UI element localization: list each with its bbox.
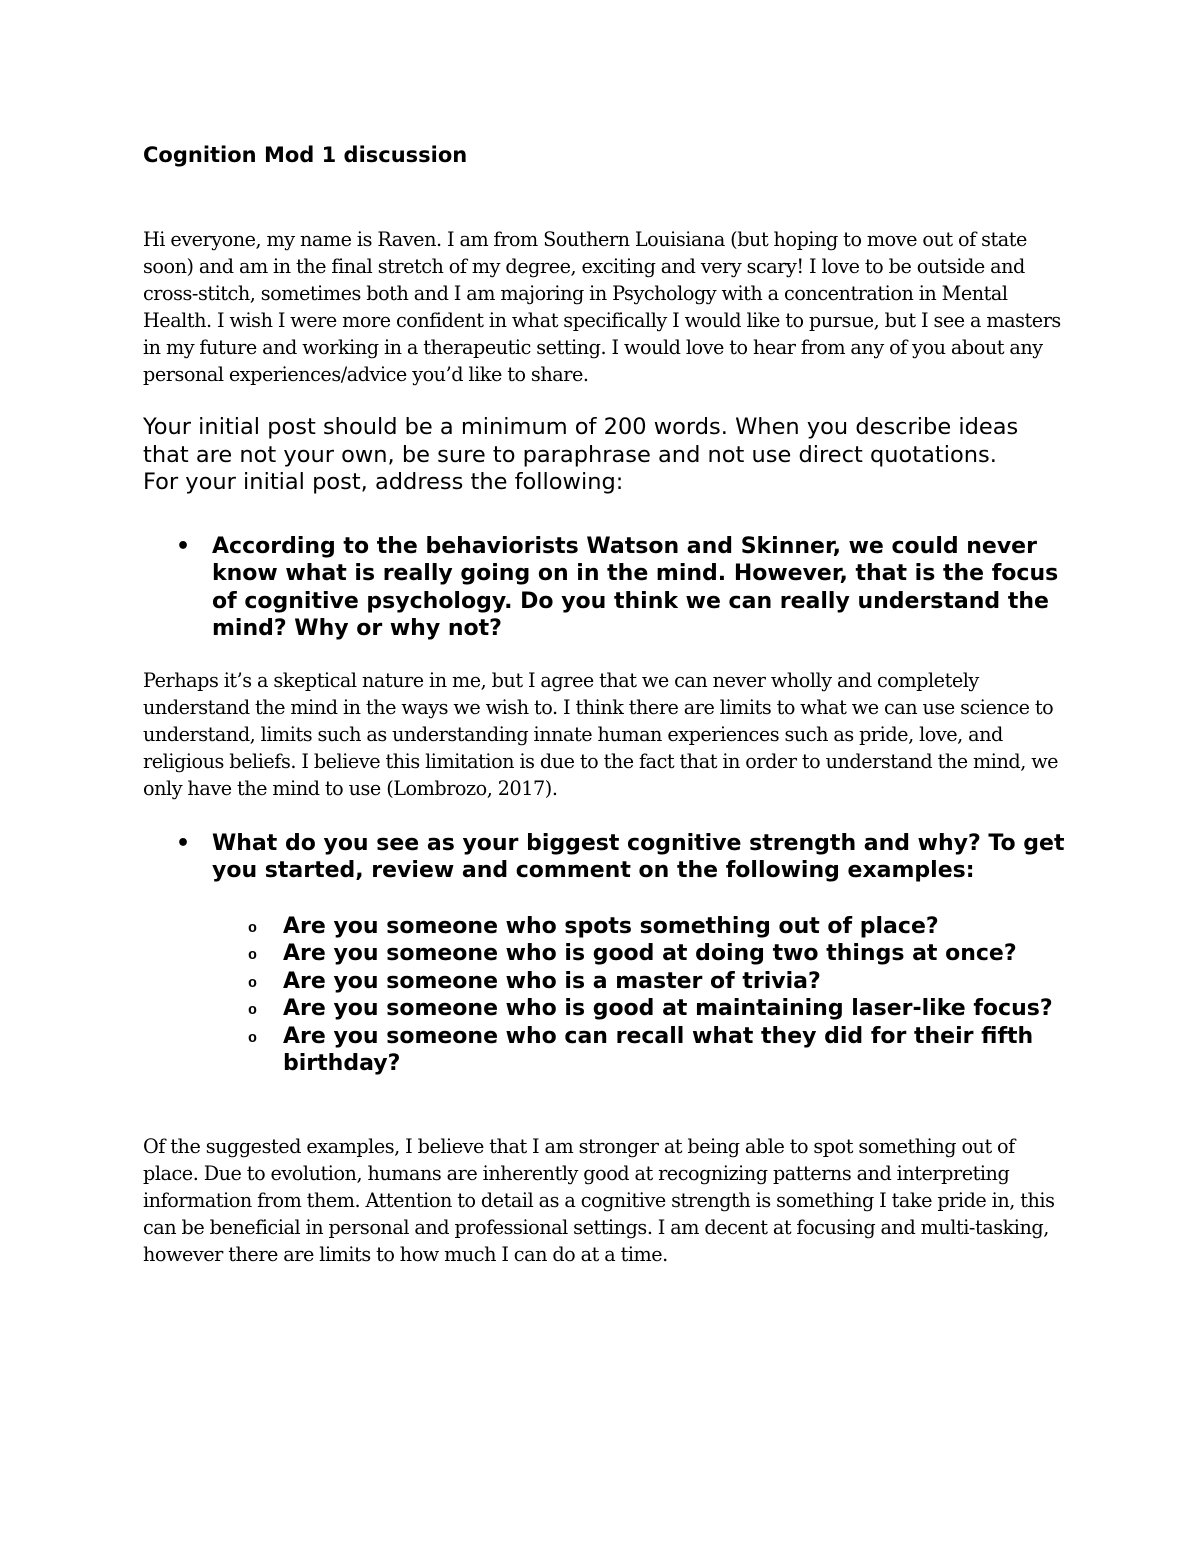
example-item: [143, 913, 1068, 941]
answer-2-paragraph: Of the suggested examples, I believe that I am stronger at being able to spot something out of place. Due to evolution, humans are inherently good at recognizing patterns and interpreting information from them. Attention to detail as a cognitive strength is something I take pride in, this can be beneficial in personal and professional settings. I am decent at focusing and multi-tasking, however there are limits to how much I can do at a time.: [143, 1134, 1055, 1266]
example-text: Are you someone who can recall what they did for their fifth birthday?: [283, 1023, 1034, 1076]
example-item: [143, 1023, 1068, 1078]
circle-bullet-icon: o: [248, 1002, 258, 1019]
example-item: [143, 995, 1068, 1023]
question-1-text: According to the behaviorists Watson and Skinner, we could never know what is really going on in the mind. However, that is the focus of cognitive psychology. Do you think we can really understand the mind? Why or why not?: [212, 533, 1059, 641]
intro-paragraph: Hi everyone, my name is Raven. I am from Southern Louisiana (but hoping to move out of state soon) and am in the final stretch of my degree, exciting and very scary! I love to be outside and cross-stitch, sometimes both and I am majoring in Psychology with a concentration in Mental Health. I wish I were more confident in what specifically I would like to pursue, but I see a masters in my future and working in a therapeutic setting. I would love to hear from any of you about any personal experiences/advice you’d like to share.: [143, 228, 1061, 386]
example-text: Are you someone who spots something out of place?: [283, 913, 939, 939]
example-item: [143, 968, 1068, 996]
examples-list: [143, 913, 1068, 1078]
example-item: [143, 940, 1068, 968]
bullet-icon: •: [176, 533, 191, 559]
question-2-list: [143, 830, 1068, 885]
example-text: Are you someone who is a master of trivia?: [283, 968, 821, 994]
circle-bullet-icon: o: [248, 974, 258, 992]
example-text: Are you someone who is good at doing two things at once?: [283, 941, 1017, 966]
example-text: Are you someone who is good at maintaining laser-like focus?: [283, 996, 1053, 1021]
question-1-list: [143, 533, 1068, 643]
answer-1-paragraph: Perhaps it’s a skeptical nature in me, but I agree that we can never wholly and completely understand the mind in the ways we wish to. I think there are limits to what we can use science to understand, limits such as understanding innate human experiences such as pride, love, and religious beliefs. I believe this limitation is due to the fact that in order to understand the mind, we only have the mind to use (Lombrozo, 2017).: [143, 668, 1059, 800]
document-title: Cognition Mod 1 discussion: [143, 143, 468, 167]
circle-bullet-icon: o: [248, 1029, 258, 1047]
circle-bullet-icon: o: [248, 947, 258, 964]
question-2-text: What do you see as your biggest cognitive strength and why? To get you started, review and comment on the following examples:: [212, 830, 1065, 883]
bullet-icon: •: [176, 830, 191, 856]
question-1: [143, 533, 1068, 643]
question-2: [143, 830, 1068, 885]
instructions-line-2: For your initial post, address the following:: [143, 469, 624, 495]
instructions-line-1: Your initial post should be a minimum of 200 words. When you describe ideas that are not your own, be sure to paraphrase and not use direct quotations.: [143, 414, 1019, 468]
document-content: [143, 141, 1068, 1268]
instructions-block: [143, 414, 1068, 497]
circle-bullet-icon: o: [248, 919, 258, 937]
